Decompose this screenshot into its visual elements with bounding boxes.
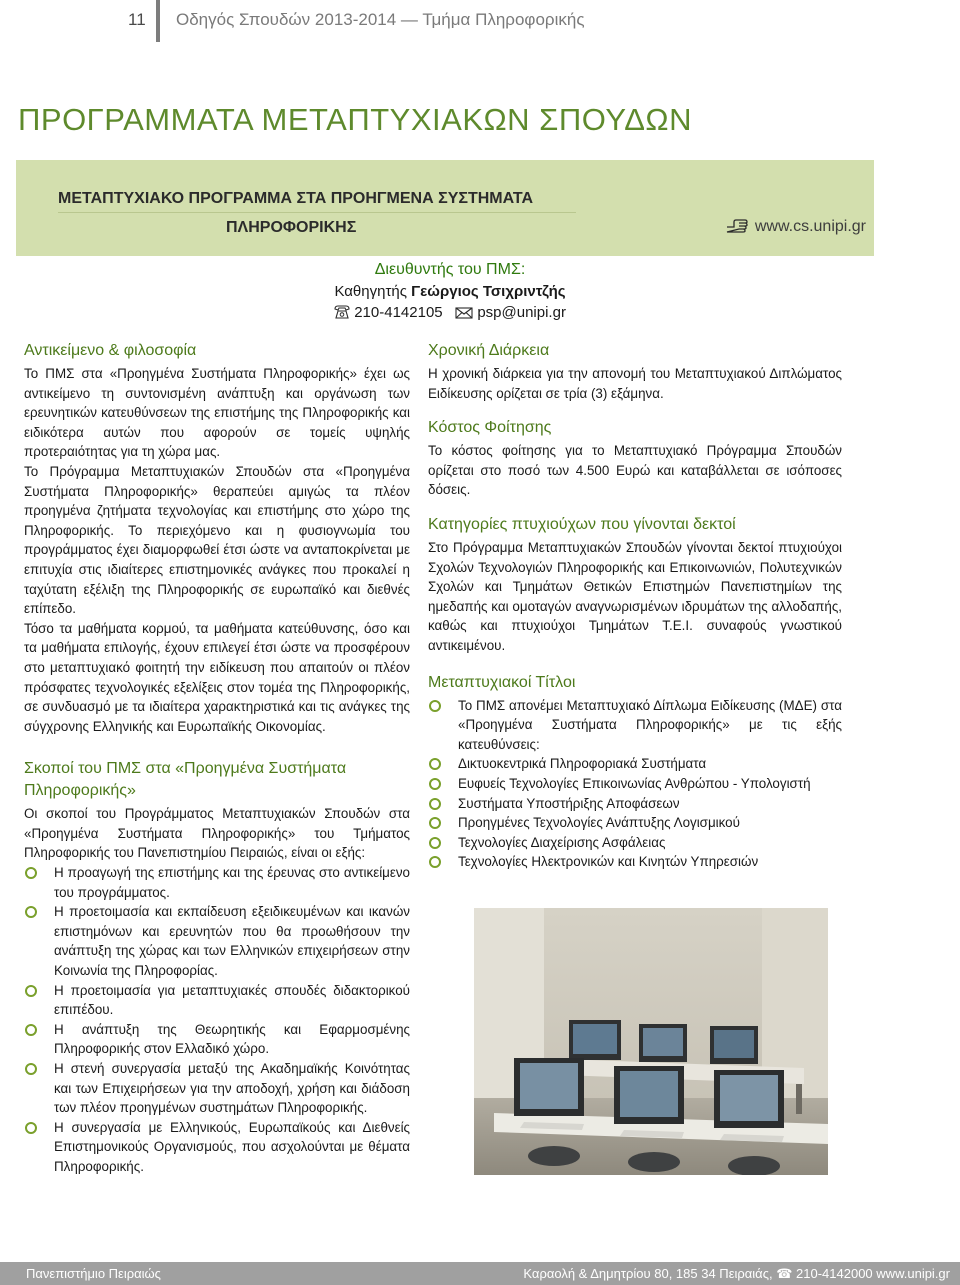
program-title-line2: ΠΛΗΡΟΦΟΡΙΚΗΣ (226, 219, 357, 236)
goals-list (24, 863, 410, 1177)
list-item: Η προετοιμασία για μεταπτυχιακές σπουδές διδακτορικού επιπέδου. (24, 981, 410, 1020)
section-title-degrees: Μεταπτυχιακοί Τίτλοι (428, 673, 576, 691)
footer-website[interactable]: www.unipi.gr (876, 1266, 950, 1281)
director-heading: Διευθυντής του ΠΜΣ: (374, 261, 526, 278)
footer-contact (523, 1262, 950, 1285)
director-phone: 210-4142105 (354, 304, 443, 321)
section-title-cost: Κόστος Φοίτησης (428, 419, 552, 437)
bullet-circle-icon (429, 798, 441, 810)
list-item: Η στενή συνεργασία μεταξύ της Ακαδημαϊκής Κοινότητας και των Επιχειρήσεων για την αποδοχή, χρήση και διάδοση των πλέον προηγμένων συστημάτων Πληροφορικής. (24, 1059, 410, 1118)
list-item: Ευφυείς Τεχνολογίες Επικοινωνίας Ανθρώπου - Υπολογιστή (428, 774, 842, 794)
bullet-circle-icon (429, 856, 441, 868)
footer-phone: 210-4142000 (796, 1266, 873, 1281)
section-title-goals: Σκοποί του ΠΜΣ στα «Προηγμένα Συστήματα Πληροφορικής» (24, 760, 347, 800)
footer-university: Πανεπιστήμιο Πειραιώς (26, 1266, 161, 1281)
page-title: ΠΡΟΓΡΑΜΜΑΤΑ ΜΕΤΑΠΤΥΧΙΑΚΩΝ ΣΠΟΥΔΩΝ (18, 102, 692, 137)
list-item: Προηγμένες Τεχνολογίες Ανάπτυξης Λογισμικού (428, 813, 842, 833)
list-item: Η συνεργασία με Ελληνικούς, Ευρωπαϊκούς και Διεθνείς Επιστημονικούς Οργανισμούς, που ασχολούνται με θέματα Πληροφορικής. (24, 1118, 410, 1177)
left-column (24, 340, 410, 1177)
section-title-philosophy: Αντικείμενο & φιλοσοφία (24, 342, 197, 359)
philosophy-paragraph-2: Το Πρόγραμμα Μεταπτυχιακών Σπουδών στα «Προηγμένα Συστήματα Πληροφορικής» θεραπεύει αμιγώς τα πλέον προηγμένα ζητήματα τεχνολογίας και επιστήμης στο χώρο της Πληροφορικής. Το περιεχόμενο και η φυσιογνωμία του προγράμματος έχει διαμορφωθεί έτσι ώστε να ανταποκρίνεται με επιτυχία στις ιδιαίτερες επιστημονικές ανάγκες που προκαλεί η ταχύτατη εξέλιξη της Πληροφορικής σε ευρωπαϊκό και διεθνές επίπεδο. (24, 463, 410, 617)
right-column (428, 340, 842, 872)
list-item: Τεχνολογίες Διαχείρισης Ασφάλειας (428, 833, 842, 853)
director-contact (300, 302, 600, 323)
bullet-circle-icon (25, 1063, 37, 1075)
program-title-box (16, 160, 874, 256)
list-item: Τεχνολογίες Ηλεκτρονικών και Κινητών Υπηρεσιών (428, 852, 842, 872)
page-number: 11 (128, 10, 146, 29)
cost-text: Το κόστος φοίτησης για το Μεταπτυχιακό Πρόγραμμα Σπουδών ορίζεται στο ποσό των 4.500 Ευρώ και καταβάλλεται σε ισόποσες δόσεις. (428, 443, 842, 498)
categories-text: Στο Πρόγραμμα Μεταπτυχιακών Σπουδών γίνονται δεκτοί πτυχιούχοι Σχολών Τεχνολογιών Πληροφορικής και Επικοινωνιών, Πολυτεχνικών Σχολών και Τμημάτων Θετικών Επιστημών Πανεπιστημίων της ημεδαπής και ομοταγών αναγνωρισμένων ιδρυμάτων της αλλοδαπής, καθώς και πτυχιούχοι Τμημάτων Τ.Ε.Ι. συναφούς γνωστικού αντικειμένου. (428, 539, 842, 653)
degrees-list (428, 696, 842, 872)
section-title-categories: Κατηγορίες πτυχιούχων που γίνονται δεκτοί (428, 515, 736, 533)
bullet-circle-icon (429, 758, 441, 770)
list-item: Δικτυοκεντρικά Πληροφοριακά Συστήματα (428, 754, 842, 774)
list-item: Η ανάπτυξη της Θεωρητικής και Εφαρμοσμένης Πληροφορικής στον Ελλαδικό χώρο. (24, 1020, 410, 1059)
director-email[interactable]: psp@unipi.gr (477, 304, 566, 321)
page-footer (0, 1262, 960, 1285)
bullet-circle-icon (429, 700, 441, 712)
goals-intro: Οι σκοποί του Προγράμματος Μεταπτυχιακών Σπουδών στα «Προηγμένα Συστήματα Πληροφορικής» του Τμήματος Πληροφορικής του Πανεπιστημίου Πειραιώς, είναι οι εξής: (24, 806, 410, 861)
list-item: Το ΠΜΣ απονέμει Μεταπτυχιακό Δίπλωμα Ειδίκευσης (ΜΔΕ) στα «Προηγμένα Συστήματα Πληροφορικής» με τις εξής κατευθύνσεις: (428, 696, 842, 755)
program-website[interactable] (725, 218, 866, 236)
list-item: Η προετοιμασία και εκπαίδευση εξειδικευμένων και ικανών επιστημόνων και ερευνητών που θα προωθήσουν την ανάπτυξη της χώρας και των Ελληνικών επιχειρήσεων στην Κοινωνία της Πληροφορίας. (24, 902, 410, 980)
bullet-circle-icon (429, 817, 441, 829)
duration-text: Η χρονική διάρκεια για την απονομή του Μεταπτυχιακού Διπλώματος Ειδίκευσης ορίζεται σε τρία (3) εξάμηνα. (428, 366, 842, 401)
phone-icon (334, 305, 350, 319)
section-title-duration: Χρονική Διάρκεια (428, 342, 550, 359)
envelope-icon (455, 307, 473, 319)
bullet-circle-icon (25, 985, 37, 997)
header-title: Οδηγός Σπουδών 2013-2014 — Τμήμα Πληροφορικής (176, 10, 585, 29)
bullet-circle-icon (25, 1024, 37, 1036)
director-name: Γεώργιος Τσιχριντζής (411, 283, 566, 300)
bullet-circle-icon (429, 837, 441, 849)
bullet-circle-icon (25, 906, 37, 918)
philosophy-paragraph-1: Το ΠΜΣ στα «Προηγμένα Συστήματα Πληροφορικής» έχει ως αντικείμενο τη συντονισμένη ανάπτυξη και οργάνωση των ερευνητικών κατευθύνσεων της επιστήμης της Πληροφορικής και ειδικότερα αυτών που αφορούν σε τομείς υψηλής προτεραιότητας για τη χώρα μας. (24, 366, 410, 460)
website-link[interactable]: www.cs.unipi.gr (754, 218, 866, 235)
list-item: Συστήματα Υποστήριξης Αποφάσεων (428, 794, 842, 814)
list-item: Η προαγωγή της επιστήμης και της έρευνας στο αντικείμενο του προγράμματος. (24, 863, 410, 902)
bullet-circle-icon (429, 778, 441, 790)
computer-lab-photo (474, 908, 828, 1175)
page-header (0, 0, 960, 42)
philosophy-paragraph-3: Τόσο τα μαθήματα κορμού, τα μαθήματα κατεύθυνσης, όσο και τα μαθήματα επιλογής, έχουν επιλεγεί έτσι ώστε να προσφέρουν στο μεταπτυχιακό φοιτητή την ειδίκευση που απαιτούν οι πλέον πρόσφατες τεχνολογικές εξελίξεις στον τομέα της Πληροφορικής, σε συνδυασμό με τα ιδιαίτερα χαρακτηριστικά και τις ανάγκες της σύγχρονης Ελληνικής και Ευρωπαϊκής Οικονομίας. (24, 620, 410, 734)
lab-illustration (474, 908, 828, 1175)
director-name-line (300, 281, 600, 302)
bullet-circle-icon (25, 867, 37, 879)
director-role: Καθηγητής (334, 283, 407, 300)
title-underline (58, 212, 576, 213)
footer-address: Καραολή & Δημητρίου 80, 185 34 Πειραιάς, (523, 1266, 773, 1281)
bullet-circle-icon (25, 1122, 37, 1134)
phone-icon: ☎ (776, 1266, 793, 1281)
header-divider (156, 0, 160, 42)
director-block (300, 259, 600, 323)
pointing-hand-icon (725, 218, 749, 234)
program-title-line1: ΜΕΤΑΠΤΥΧΙΑΚΟ ΠΡΟΓΡΑΜΜΑ ΣΤΑ ΠΡΟΗΓΜΕΝΑ ΣΥΣΤΗΜΑΤΑ (58, 190, 533, 207)
